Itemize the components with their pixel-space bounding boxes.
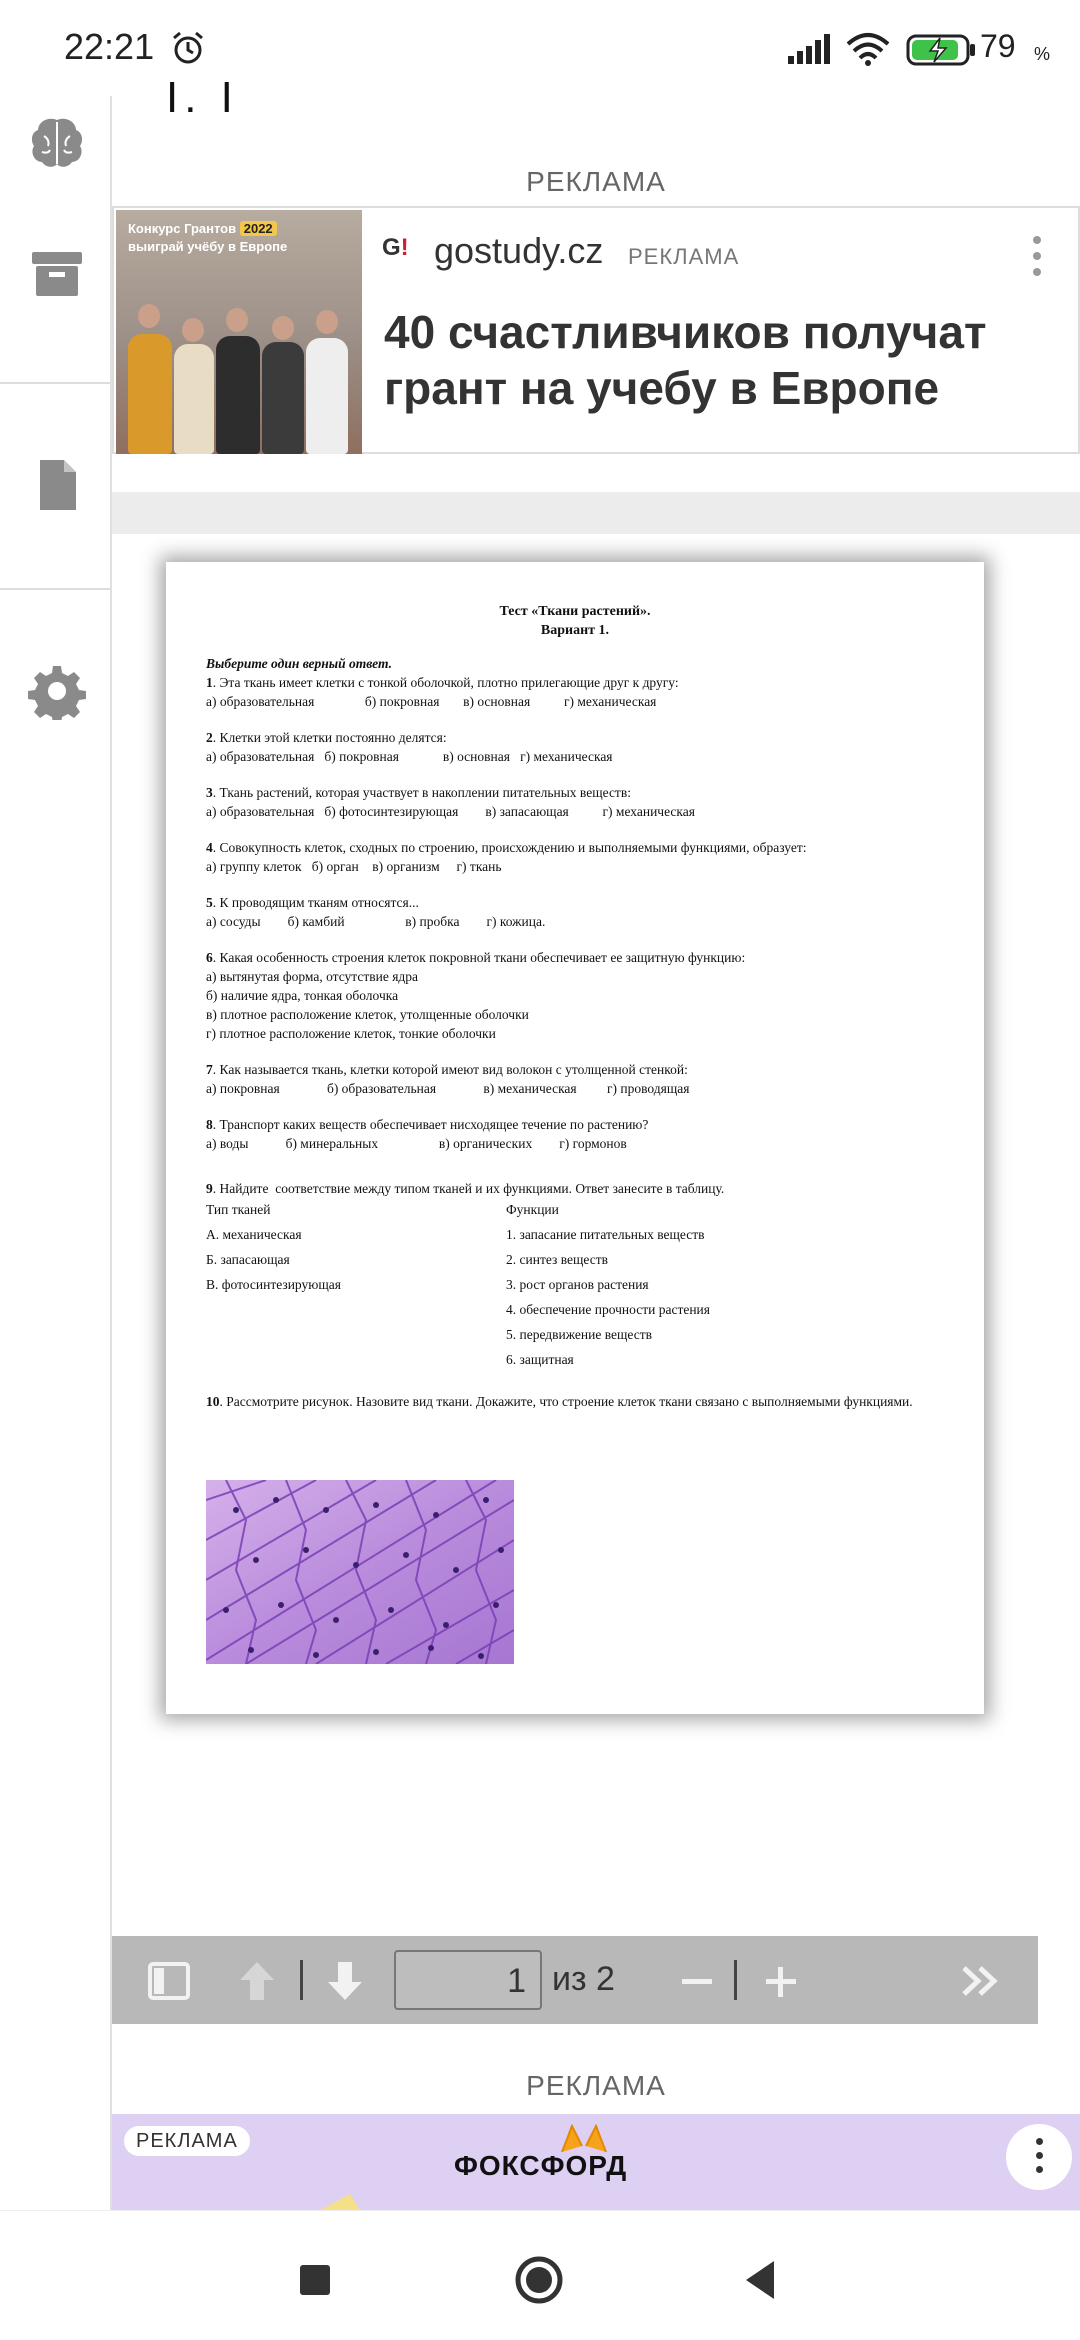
next-page-icon[interactable] (322, 1958, 368, 2004)
matching-item: А. механическая (206, 1227, 302, 1242)
matching-col-types (206, 1200, 506, 1375)
question (206, 1115, 944, 1153)
sidebar-toggle-icon[interactable] (146, 1958, 192, 2004)
toolbar-separator (300, 1960, 303, 2000)
sidebar-divider (0, 382, 110, 384)
recent-apps-icon[interactable] (290, 2255, 340, 2305)
question-answer: б) наличие ядра, тонкая оболочка (206, 988, 399, 1003)
brain-icon[interactable] (28, 114, 86, 172)
zoom-in-icon[interactable] (758, 1958, 804, 2004)
clipped-text-fragment: I. I (166, 73, 239, 122)
ad-domain-badge: РЕКЛАМА (628, 244, 740, 269)
battery-percent: 79 (980, 28, 1016, 64)
ad-photo-person (306, 338, 348, 454)
ad-more-icon[interactable] (1006, 2124, 1072, 2190)
back-icon[interactable] (736, 2255, 786, 2305)
question-number: 3 (206, 785, 213, 800)
question-answer: в) плотное расположение клеток, утолщенные оболочки (206, 1007, 529, 1022)
ad-photo-tag (128, 220, 287, 256)
doc-variant: Вариант 1. (540, 623, 610, 638)
ad-label: РЕКЛАМА (526, 166, 666, 197)
ad-photo-person (128, 334, 172, 454)
question (206, 838, 944, 876)
ad-photo-head (272, 316, 294, 340)
question-text: . Какая особенность строения клеток покровной ткани обеспечивает ее защитную функцию: (212, 950, 746, 965)
question-text: . Ткань растений, которая участвует в накоплении питательных веществ: (212, 785, 631, 800)
question-text: . Совокупность клеток, сходных по строению, происхождению и выполняемыми функциями, образует: (212, 840, 807, 855)
page-count: из 2 (552, 1960, 615, 1998)
question (206, 1392, 944, 1411)
question-answers: а) покровная б) образовательная в) механическая г) проводящая (206, 1081, 690, 1096)
matching-item: 5. передвижение веществ (506, 1327, 652, 1342)
question-text: . Найдите соответствие между типом тканей и их функциями. Ответ занесите в таблицу. (212, 1181, 725, 1196)
matching-header: Тип тканей (206, 1202, 271, 1217)
ad-graphic-fragment (320, 2194, 360, 2210)
ad-photo-head (182, 318, 204, 342)
matching-item: 1. запасание питательных веществ (506, 1227, 705, 1242)
ad-domain: gostudy.cz (434, 230, 604, 271)
question-answers: а) образовательная б) покровная в) основная г) механическая (206, 694, 657, 709)
matching-item: 6. защитная (506, 1352, 574, 1367)
doc-title: Тест «Ткани растений». (499, 604, 651, 619)
matching-item: 4. обеспечение прочности растения (506, 1302, 710, 1317)
question-text: . Клетки этой клетки постоянно делятся: (212, 730, 447, 745)
question-answers: а) группу клеток б) орган в) организм г) ткань (206, 859, 502, 874)
battery-unit: % (1034, 44, 1051, 64)
toolbar-separator (734, 1960, 737, 2000)
ad-photo-tag-line1: Конкурс Грантов (128, 221, 237, 236)
sidebar-divider (0, 588, 110, 590)
ad-photo-person (216, 336, 260, 454)
question-answers: а) воды б) минеральных в) органических г) гормонов (206, 1136, 627, 1151)
question-text: . Транспорт каких веществ обеспечивает нисходящее течение по растению? (212, 1117, 649, 1132)
pdf-document-text (206, 602, 944, 1428)
gostudy-logo-letter: G (382, 234, 401, 261)
question (206, 893, 944, 931)
question-answers: а) образовательная б) покровная в) основная г) механическая (206, 749, 613, 764)
document-icon[interactable] (28, 456, 86, 514)
matching-item: 2. синтез веществ (506, 1252, 608, 1267)
ad-banner-gostudy[interactable] (112, 206, 1080, 454)
fox-ears-icon (556, 2124, 612, 2152)
ad-photo-tag-year: 2022 (240, 221, 277, 236)
question-answer: а) вытянутая форма, отсутствие ядра (206, 969, 419, 984)
question-number: 2 (206, 730, 213, 745)
status-time: 22:21 (64, 26, 155, 67)
ad-photo-head (316, 310, 338, 334)
question-answers: а) сосуды б) камбий в) пробка г) кожица. (206, 914, 546, 929)
question (206, 673, 944, 711)
foxford-logo: ФОКСФОРД (454, 2150, 628, 2181)
question (206, 728, 944, 766)
question-number: 7 (206, 1062, 213, 1077)
gostudy-logo-mark: ! (400, 234, 409, 261)
question (206, 1060, 944, 1098)
home-icon[interactable] (514, 2255, 564, 2305)
ad-more-icon[interactable] (1032, 236, 1042, 280)
question-text: . Эта ткань имеет клетки с тонкой оболочкой, плотно прилегающие друг к другу: (212, 675, 679, 690)
ad-photo-tag-line2: выиграй учёбу в Европе (128, 239, 288, 254)
sidebar (0, 96, 112, 2210)
ad-banner-foxford[interactable] (112, 2114, 1080, 2210)
question-answers: а) образовательная б) фотосинтезирующая в) запасающая г) механическая (206, 804, 695, 819)
ad-headline: 40 счастливчиков получат грант на учебу в Европе (384, 306, 987, 414)
question-number: 4 (206, 840, 213, 855)
system-navigation-bar (0, 2210, 1080, 2340)
plant-tissue-micrograph (206, 1480, 514, 1664)
question (206, 948, 944, 1043)
matching-item: Б. запасающая (206, 1252, 290, 1267)
question-number: 5 (206, 895, 213, 910)
question-matching (206, 1179, 944, 1375)
zoom-out-icon[interactable] (674, 1958, 720, 2004)
question-number: 1 (206, 675, 213, 690)
question-number: 10 (206, 1394, 220, 1409)
question-number: 9 (206, 1181, 213, 1196)
viewer-background-band (112, 492, 1080, 534)
doc-instruction: Выберите один верный ответ. (206, 656, 393, 671)
page-number-input[interactable]: 1 (394, 1950, 542, 2010)
pdf-toolbar (112, 1936, 1038, 2024)
question (206, 783, 944, 821)
archive-icon[interactable] (28, 246, 86, 304)
ad-photo-person (262, 342, 304, 454)
question-number: 8 (206, 1117, 213, 1132)
ad-label: РЕКЛАМА (526, 2070, 666, 2101)
question-number: 6 (206, 950, 213, 965)
matching-item: В. фотосинтезирующая (206, 1277, 341, 1292)
ad-badge: РЕКЛАМА (124, 2126, 250, 2156)
matching-col-functions (506, 1200, 906, 1375)
ad-photo (116, 210, 362, 454)
question-text: . Как называется ткань, клетки которой имеют вид волокон с утолщенной стенкой: (212, 1062, 688, 1077)
main-content (112, 0, 1080, 2210)
matching-header: Функции (506, 1202, 559, 1217)
ad-photo-head (226, 308, 248, 332)
more-tools-icon[interactable] (958, 1958, 1004, 2004)
pdf-page (166, 562, 984, 1714)
previous-page-icon[interactable] (234, 1958, 280, 2004)
question-text: . Рассмотрите рисунок. Назовите вид ткани. Докажите, что строение клеток ткани связано с выполняемыми функциями. (219, 1394, 913, 1409)
matching-table (206, 1200, 944, 1375)
ad-photo-person (174, 344, 214, 454)
gostudy-logo (382, 234, 426, 266)
matching-item: 3. рост органов растения (506, 1277, 649, 1292)
ad-photo-head (138, 304, 160, 328)
question-text: . К проводящим тканям относятся... (212, 895, 419, 910)
question-answer: г) плотное расположение клеток, тонкие оболочки (206, 1026, 496, 1041)
gear-icon[interactable] (28, 662, 86, 720)
